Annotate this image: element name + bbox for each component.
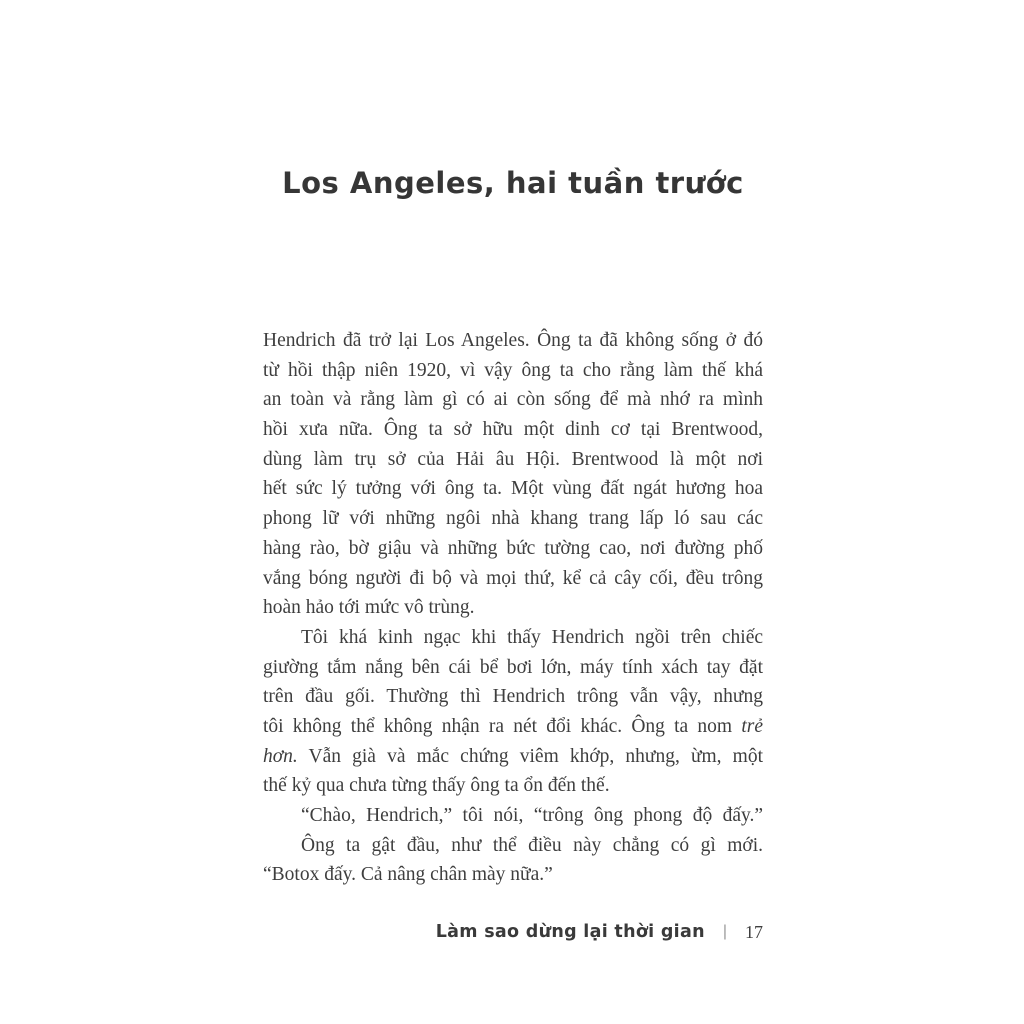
page-footer bbox=[436, 918, 763, 946]
body-line bbox=[263, 742, 763, 772]
body-line: an toàn và rằng làm gì có ai còn sống để mà nhớ ra mình bbox=[263, 389, 763, 411]
body-text: Vẫn già và mắc chứng viêm khớp, nhưng, ừm, một bbox=[297, 745, 763, 767]
body-line: Hendrich đã trở lại Los Angeles. Ông ta đã không sống ở đó bbox=[263, 330, 763, 351]
body-line: hồi xưa nữa. Ông ta sở hữu một dinh cơ tại Brentwood, bbox=[263, 419, 763, 441]
body-line: Tôi khá kinh ngạc khi thấy Hendrich ngồi trên chiếc bbox=[301, 626, 763, 648]
body-line: giường tắm nắng bên cái bể bơi lớn, máy tính xách tay đặt bbox=[263, 656, 763, 678]
body-line: “Chào, Hendrich,” tôi nói, “trông ông phong độ đấy.” bbox=[301, 805, 763, 826]
body-line: hết sức lý tưởng với ông ta. Một vùng đất ngát hương hoa bbox=[263, 478, 763, 500]
body-line bbox=[263, 712, 763, 742]
footer-separator: | bbox=[722, 923, 727, 940]
body-line: Ông ta gật đầu, như thể điều này chẳng có gì mới. bbox=[301, 834, 763, 856]
body-line: hoàn hảo tới mức vô trùng. bbox=[263, 597, 475, 619]
body-text-block bbox=[263, 326, 763, 890]
body-text-italic: hơn. bbox=[263, 745, 298, 767]
body-line: vắng bóng người đi bộ và mọi thứ, kể cả cây cối, đều trông bbox=[263, 567, 763, 589]
footer-page-number: 17 bbox=[745, 921, 763, 942]
chapter-title: Los Angeles, hai tuần trước bbox=[282, 166, 744, 200]
body-text: tôi không thể không nhận ra nét đổi khác. Ông ta nom bbox=[263, 715, 742, 737]
body-line: dùng làm trụ sở của Hải âu Hội. Brentwood là một nơi bbox=[263, 448, 763, 470]
body-line: hàng rào, bờ giậu và những bức tường cao, nơi đường phố bbox=[263, 537, 763, 559]
body-line: “Botox đấy. Cả nâng chân mày nữa.” bbox=[263, 864, 553, 886]
body-line: từ hồi thập niên 1920, vì vậy ông ta cho rằng làm thế khá bbox=[263, 359, 763, 381]
footer-book-title: Làm sao dừng lại thời gian bbox=[435, 922, 705, 942]
body-line: thế kỷ qua chưa từng thấy ông ta ổn đến thế. bbox=[263, 775, 610, 797]
body-line: phong lữ với những ngôi nhà khang trang lấp ló sau các bbox=[263, 508, 763, 530]
body-line: trên đầu gối. Thường thì Hendrich trông vẫn vậy, nhưng bbox=[263, 686, 763, 708]
body-text-italic: trẻ bbox=[741, 715, 763, 737]
